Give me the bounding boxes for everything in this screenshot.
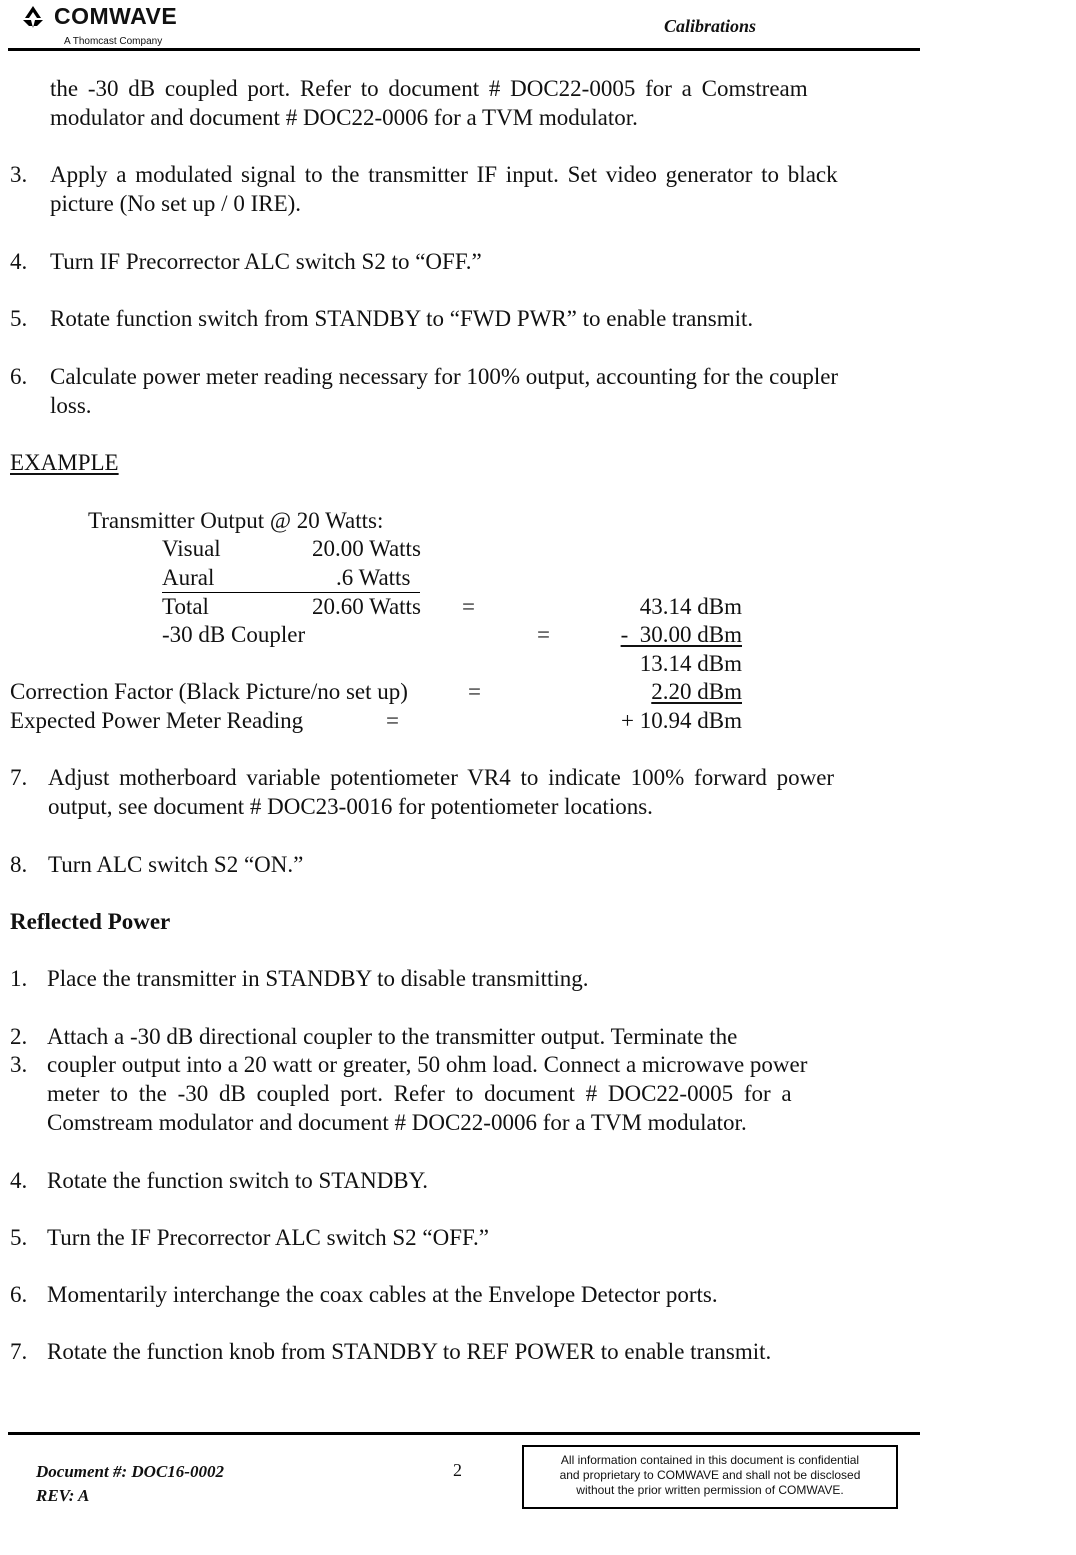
reflected-power-heading: Reflected Power [10, 909, 171, 934]
revision: REV: A [36, 1486, 90, 1505]
step-number: 6. [10, 1282, 28, 1307]
visual-value: 20.00 Watts [312, 536, 421, 561]
notice-line: All information contained in this document is confidential [560, 1453, 860, 1467]
correction-equals: = [468, 679, 481, 704]
step-text: loss. [50, 393, 92, 418]
footer-rule [8, 1432, 920, 1435]
coupler-dbm: - 30.00 dBm [620, 622, 742, 647]
company-logo [20, 4, 46, 30]
intro-line-2: modulator and document # DOC22-0006 for a TVM modulator. [50, 105, 638, 130]
step-text: Rotate the function switch to STANDBY. [47, 1168, 429, 1193]
section-title: Calibrations [664, 16, 757, 36]
example-heading: EXAMPLE [10, 450, 119, 475]
brand-name: COMWAVE [54, 3, 178, 29]
coupler-equals: = [537, 622, 550, 647]
visual-label: Visual [162, 536, 221, 561]
step-number: 5. [10, 1225, 28, 1250]
correction-label: Correction Factor (Black Picture/no set up) [10, 679, 408, 704]
expected-label: Expected Power Meter Reading [10, 708, 304, 733]
aural-row [162, 563, 420, 593]
step-number: 1. [10, 966, 28, 991]
step-text: Turn the IF Precorrector ALC switch S2 “OFF.” [47, 1225, 489, 1250]
step-number: 6. [10, 364, 28, 389]
step-number: 4. [10, 1168, 28, 1193]
header-rule [8, 48, 920, 51]
step-number: 7. [10, 765, 28, 790]
step-text: coupler output into a 20 watt or greater, 50 ohm load. Connect a microwave power [47, 1052, 808, 1077]
total-value: 20.60 Watts [312, 594, 421, 619]
step-text: Turn IF Precorrector ALC switch S2 to “OFF.” [50, 249, 482, 274]
document-number: Document #: DOC16-0002 [36, 1462, 224, 1481]
step-number: 7. [10, 1339, 28, 1364]
expected-dbm: + 10.94 dBm [621, 708, 742, 733]
notice-line: without the prior written permission of COMWAVE. [576, 1483, 844, 1497]
coupler-label: -30 dB Coupler [162, 622, 306, 647]
intro-line-1: the -30 dB coupled port. Refer to document # DOC22-0005 for a Comstream [50, 76, 808, 101]
total-label: Total [162, 594, 209, 619]
step-text: Rotate the function knob from STANDBY to REF POWER to enable transmit. [47, 1339, 772, 1364]
expected-equals: = [386, 708, 399, 733]
step-number: 3. [10, 162, 28, 187]
total-dbm: 43.14 dBm [639, 594, 742, 619]
brand-tagline: A Thomcast Company [64, 36, 163, 47]
step-number: 4. [10, 249, 28, 274]
step-text: Momentarily interchange the coax cables at the Envelope Detector ports. [47, 1282, 718, 1307]
step-text: output, see document # DOC23-0016 for potentiometer locations. [48, 794, 653, 819]
step-text: meter to the -30 dB coupled port. Refer to document # DOC22-0005 for a [47, 1081, 792, 1106]
comwave-logo-icon [20, 4, 46, 30]
step-text: Place the transmitter in STANDBY to disable transmitting. [47, 966, 589, 991]
confidentiality-notice [522, 1445, 898, 1509]
step-text: Calculate power meter reading necessary for 100% output, accounting for the coupler [50, 364, 839, 389]
page-number: 2 [453, 1460, 462, 1480]
correction-dbm: 2.20 dBm [651, 679, 742, 704]
aural-label: Aural [162, 565, 215, 590]
step-text: Comstream modulator and document # DOC22-0006 for a TVM modulator. [47, 1110, 747, 1135]
step-text: picture (No set up / 0 IRE). [50, 191, 302, 216]
step-text: Adjust motherboard variable potentiometer VR4 to indicate 100% forward power [48, 765, 835, 790]
step-number: 5. [10, 306, 28, 331]
step-text: Attach a -30 dB directional coupler to the transmitter output. Terminate the [47, 1024, 738, 1049]
step-number: 2. [10, 1024, 28, 1049]
step-text: Turn ALC switch S2 “ON.” [48, 852, 304, 877]
transmitter-output-line: Transmitter Output @ 20 Watts: [88, 508, 384, 533]
step-number: 8. [10, 852, 28, 877]
notice-line: and proprietary to COMWAVE and shall not be disclosed [559, 1468, 861, 1482]
subtotal-dbm: 13.14 dBm [639, 651, 742, 676]
step-number: 3. [10, 1052, 28, 1077]
total-equals: = [462, 594, 475, 619]
aural-value: .6 Watts [336, 565, 411, 590]
step-text: Rotate function switch from STANDBY to “FWD PWR” to enable transmit. [50, 306, 754, 331]
step-text: Apply a modulated signal to the transmitter IF input. Set video generator to black [50, 162, 838, 187]
